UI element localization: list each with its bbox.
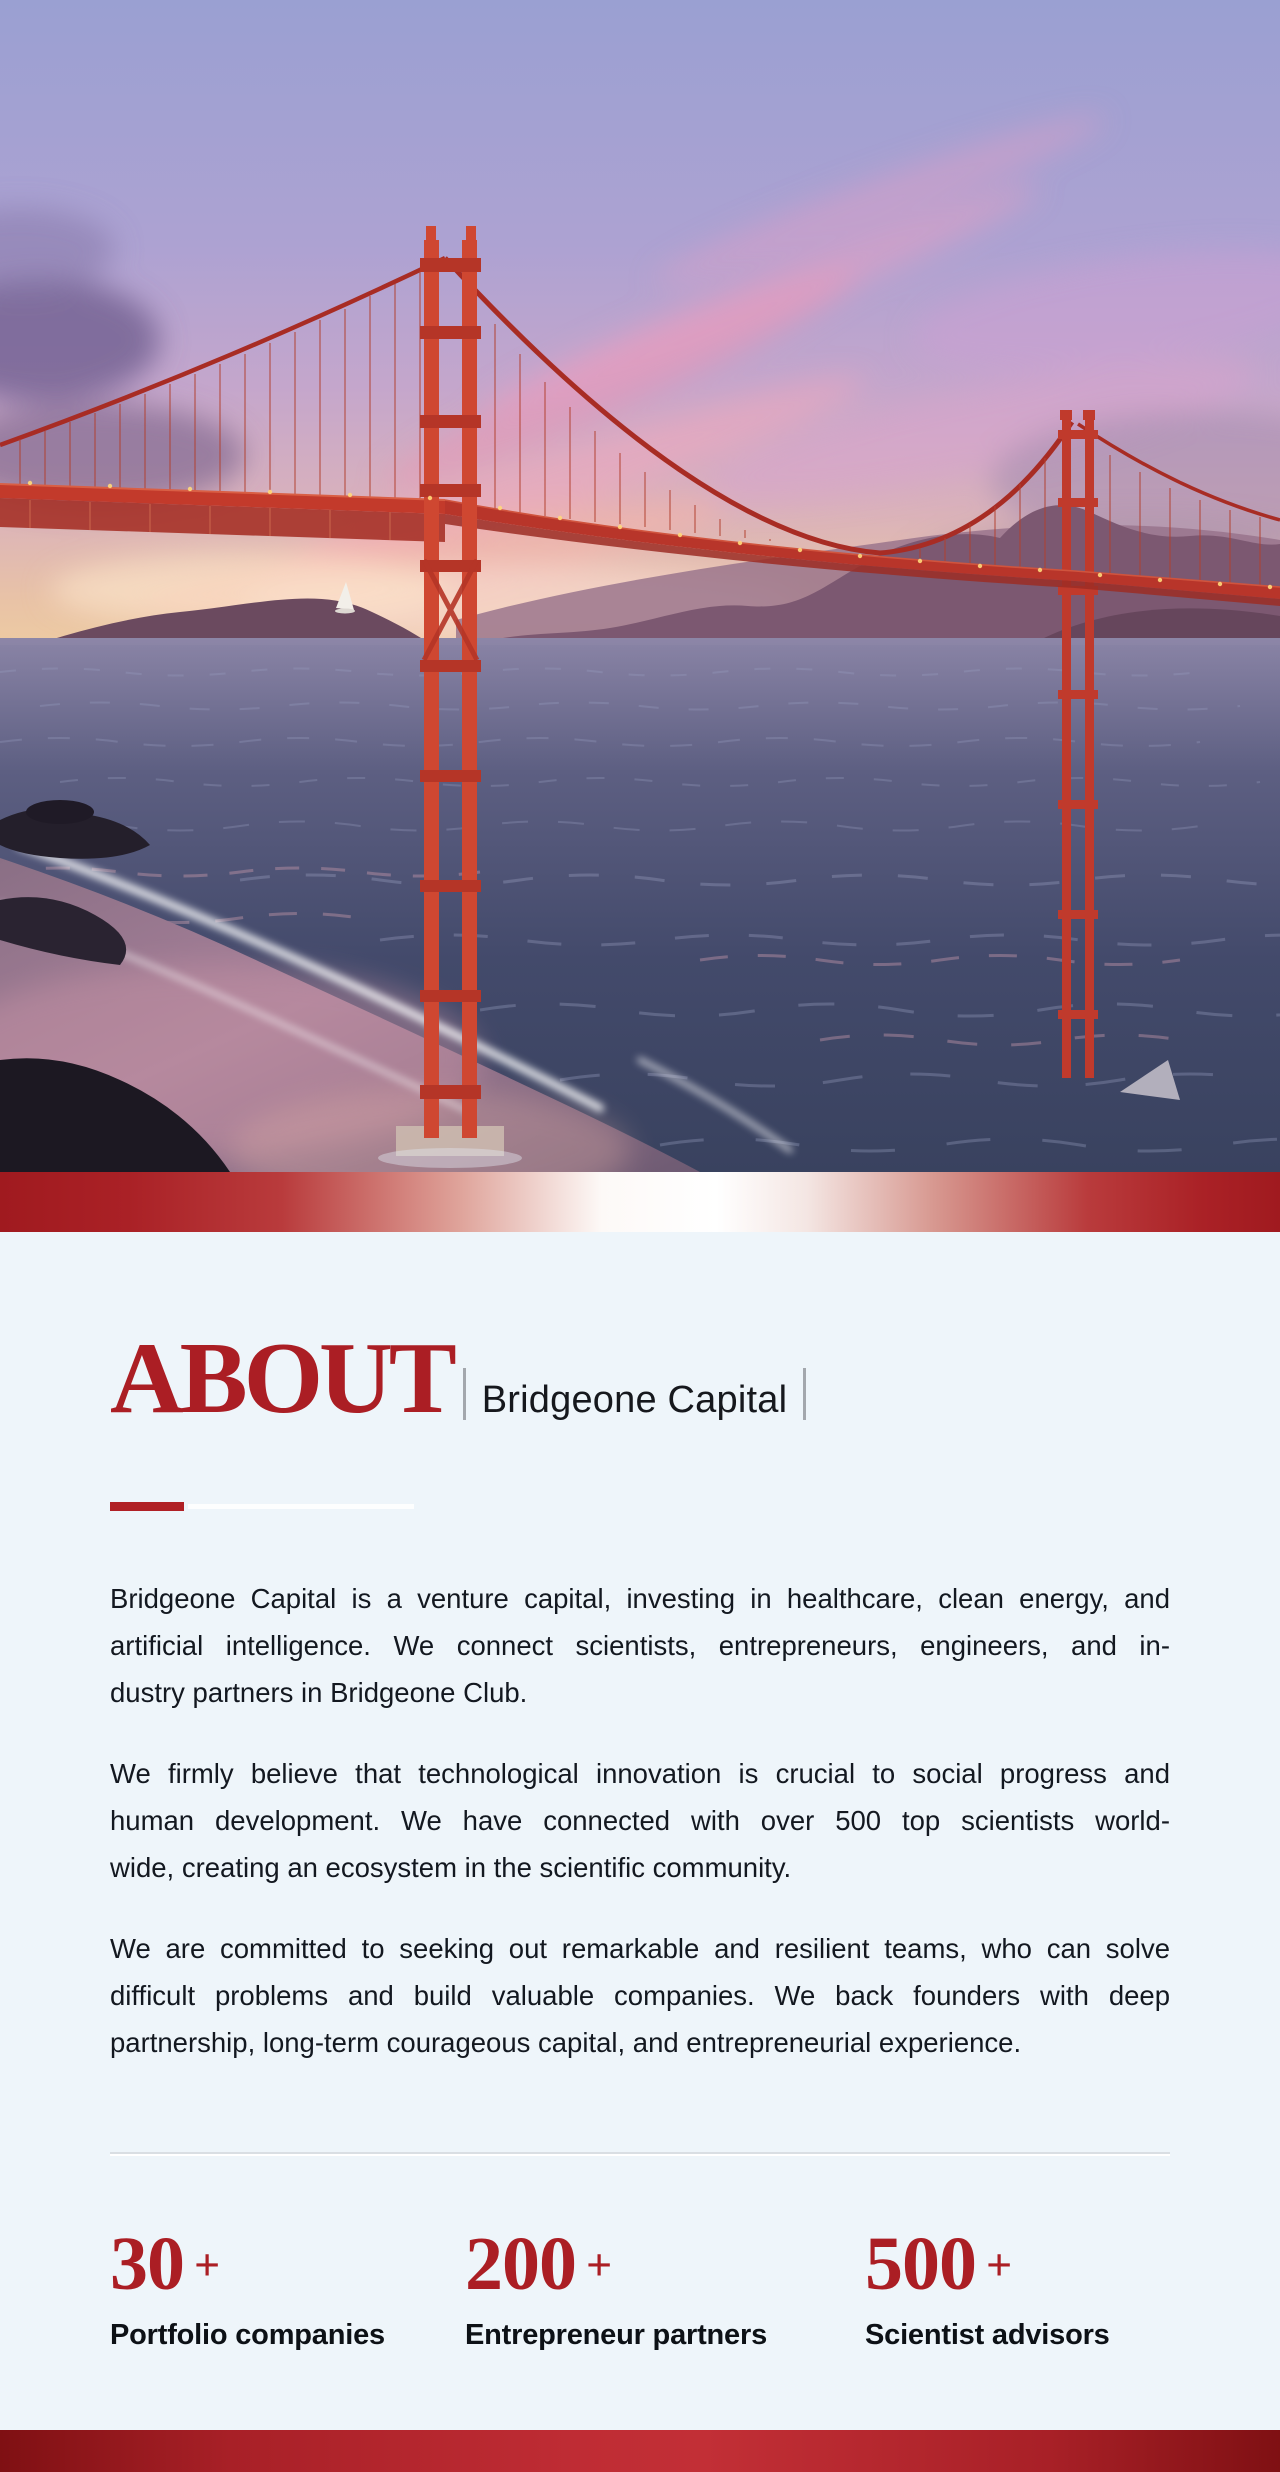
stats-row <box>110 2222 1170 2352</box>
footer-accent-bar <box>0 2430 1280 2472</box>
stat-label: Portfolio companies <box>110 2319 385 2351</box>
paragraph-line: We are committed to seeking out remarkable and resilient teams, who can solve <box>110 1933 1170 1964</box>
stat-item <box>465 2222 865 2352</box>
stat-label: Entrepreneur partners <box>465 2319 767 2351</box>
paragraph-line: human development. We have connected with over 500 top scientists world- <box>110 1805 1170 1836</box>
stat-item <box>865 2222 1110 2352</box>
section-divider <box>110 2152 1170 2154</box>
stat-value <box>465 2222 865 2312</box>
hero-image <box>0 0 1280 1172</box>
accent-dash <box>110 1502 184 1511</box>
about-section <box>0 1232 1280 2430</box>
stat-number: 30 <box>110 2222 184 2306</box>
vertical-separator <box>463 1368 466 1420</box>
stat-label: Scientist advisors <box>865 2319 1110 2351</box>
stat-number: 500 <box>865 2222 976 2306</box>
paragraph-line: dustry partners in Bridgeone Club. <box>110 1677 528 1708</box>
paragraph-line: wide, creating an ecosystem in the scientific community. <box>110 1852 792 1883</box>
about-paragraphs <box>110 1575 1170 2066</box>
stat-value <box>865 2222 1110 2312</box>
about-paragraph <box>110 1925 1170 2066</box>
stat-value <box>110 2222 465 2312</box>
paragraph-line: difficult problems and build valuable companies. We back founders with deep <box>110 1980 1170 2011</box>
stat-plus: + <box>986 2239 1012 2290</box>
about-title: ABOUT <box>110 1322 453 1435</box>
about-heading <box>110 1322 1170 1435</box>
paragraph-line: artificial intelligence. We connect scientists, entrepreneurs, engineers, and in- <box>110 1630 1170 1661</box>
vertical-separator <box>803 1368 806 1420</box>
paragraph-line: We firmly believe that technological innovation is crucial to social progress and <box>110 1758 1170 1789</box>
heading-underline <box>110 1502 1170 1511</box>
about-subtitle: Bridgeone Capital <box>481 1379 788 1421</box>
hero-gradient-divider <box>0 1172 1280 1232</box>
stat-plus: + <box>194 2239 220 2290</box>
stat-plus: + <box>586 2239 612 2290</box>
stat-number: 200 <box>465 2222 576 2306</box>
underline-extension <box>188 1504 414 1509</box>
about-paragraph <box>110 1575 1170 1716</box>
about-paragraph <box>110 1750 1170 1891</box>
stat-item <box>110 2222 465 2352</box>
paragraph-line: Bridgeone Capital is a venture capital, investing in healthcare, clean energy, and <box>110 1583 1170 1614</box>
paragraph-line: partnership, long-term courageous capital, and entrepreneurial experience. <box>110 2027 1022 2058</box>
